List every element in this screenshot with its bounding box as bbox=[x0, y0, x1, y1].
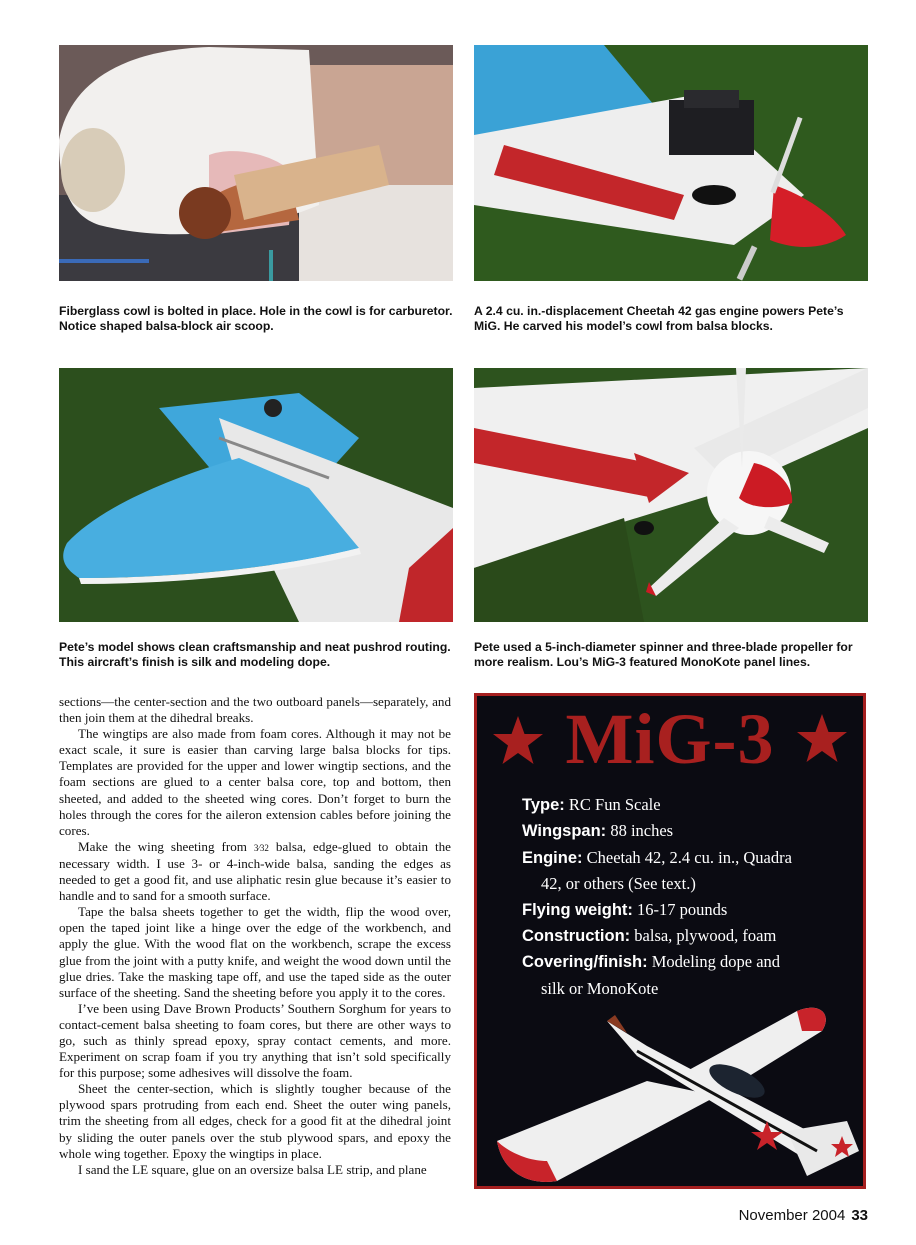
spec-value: RC Fun Scale bbox=[568, 795, 661, 814]
spec-row-engine-cont: 42, or others (See text.) bbox=[541, 874, 696, 894]
article-paragraph: The wingtips are also made from foam cores. Although it may not be exact scale, it sure is easier than carving large balsa blocks for tips. Templates are provided for the upper and lower wingtip sections, and the foam sections are glued to a center balsa core, top and bottom, then sheeted, and added to the sheeted wing cores. Don’t forget to burn the holes through the cores for the aileron extension cables before joining the cores. bbox=[59, 726, 451, 838]
spec-label: Construction: bbox=[522, 927, 631, 946]
photo-cowl-closeup bbox=[59, 45, 453, 281]
spec-title: MiG-3 bbox=[565, 699, 775, 779]
spec-label: Flying weight: bbox=[522, 900, 633, 919]
page-footer bbox=[739, 1207, 868, 1224]
spec-row-engine bbox=[522, 845, 852, 871]
article-paragraph: I sand the LE square, glue on an oversize balsa LE strip, and plane bbox=[78, 1161, 427, 1177]
spec-label: Covering/finish: bbox=[522, 953, 648, 972]
spec-row-weight bbox=[522, 897, 852, 923]
spec-label: Type: bbox=[522, 796, 565, 814]
spec-list bbox=[522, 792, 852, 1001]
spec-row-covering bbox=[522, 949, 852, 975]
spec-row-type bbox=[522, 792, 852, 818]
fraction: 3⁄32 bbox=[253, 842, 269, 853]
photo1-caption: Fiberglass cowl is bolted in place. Hole in the cowl is for carburetor. Notice shaped balsa-block air scoop. bbox=[59, 304, 453, 333]
spec-row-construction bbox=[522, 923, 852, 949]
spec-row-covering-cont: silk or MonoKote bbox=[541, 978, 659, 998]
photo-tail-pushrod bbox=[59, 368, 453, 622]
photo3-caption: Pete’s model shows clean craftsmanship and neat pushrod routing. This aircraft’s finish is silk and modeling dope. bbox=[59, 640, 451, 669]
photo2-caption: A 2.4 cu. in.-displacement Cheetah 42 gas engine powers Pete’s MiG. He carved his model’s cowl from balsa blocks. bbox=[474, 304, 844, 333]
article-paragraph: Tape the balsa sheets together to get the width, flip the wood over, open the taped joint like a hinge over the edge of the workbench, and apply the glue. With the wood flat on the workbench, scrape the excess glue from the joint with a putty knife, and weight the wood down until the glue dries. Take the masking tape off, and use the taped side as the outer surface of the sheeting. Sand the sheeting before you apply it to the cores. bbox=[59, 904, 451, 1000]
issue-date: November 2004 bbox=[738, 1207, 846, 1224]
spec-value: Cheetah 42, 2.4 cu. in., Quadra bbox=[586, 847, 792, 867]
spec-value: balsa, plywood, foam bbox=[634, 926, 777, 946]
article-text: Make the wing sheeting from bbox=[78, 838, 247, 854]
article-text: balsa, edge-glued to obtain the necessary width. I use 3- or 4-inch-wide balsa, sanding the edges as needed to get a good fit, and use aliphatic resin glue because it’s easier to handle and to sand for a smooth surface. bbox=[59, 838, 451, 904]
article-paragraph: I’ve been using Dave Brown Products’ Southern Sorghum for years to contact-cement balsa sheeting to foam cores, but there are other ways to go, such as thinly spread epoxy, spray contact cements, and more. Experiment on scrap foam if you try anything that isn’t sold specifically for this purpose; some adhesives will dissolve the foam. bbox=[59, 1000, 451, 1081]
photo-engine-nose bbox=[474, 45, 868, 281]
mig3-airplane-illustration bbox=[487, 1001, 863, 1189]
spec-label: Wingspan: bbox=[522, 822, 607, 841]
article-paragraph: Sheet the center-section, which is slightly tougher because of the plywood spars protruding from each end. Sheet the outer wing panels, trim the sheeting from all edges, check for a good fit at the dihedral joint by sliding the outer panels over the stub plywood spars, and epoxy the whole wing together. Epoxy the wingtips in place. bbox=[59, 1081, 451, 1161]
spec-value: Modeling dope and bbox=[651, 952, 781, 972]
spec-label: Engine: bbox=[522, 848, 583, 867]
photo-spinner-propeller bbox=[474, 368, 868, 622]
article-paragraph: sections—the center-section and the two outboard panels—separately, and then join them at the dihedral breaks. bbox=[59, 694, 451, 726]
article-paragraph bbox=[59, 839, 451, 904]
photo4-caption: Pete used a 5-inch-diameter spinner and three-blade propeller for more realism. Lou’s MiG-3 featured MonoKote panel lines. bbox=[474, 640, 853, 669]
spec-sidebar bbox=[474, 693, 866, 1189]
spec-value: 88 inches bbox=[610, 821, 674, 841]
spec-row-wingspan bbox=[522, 818, 852, 844]
article-body bbox=[59, 694, 451, 1178]
spec-value: 16-17 pounds bbox=[637, 899, 728, 919]
page-number: 33 bbox=[851, 1207, 868, 1224]
